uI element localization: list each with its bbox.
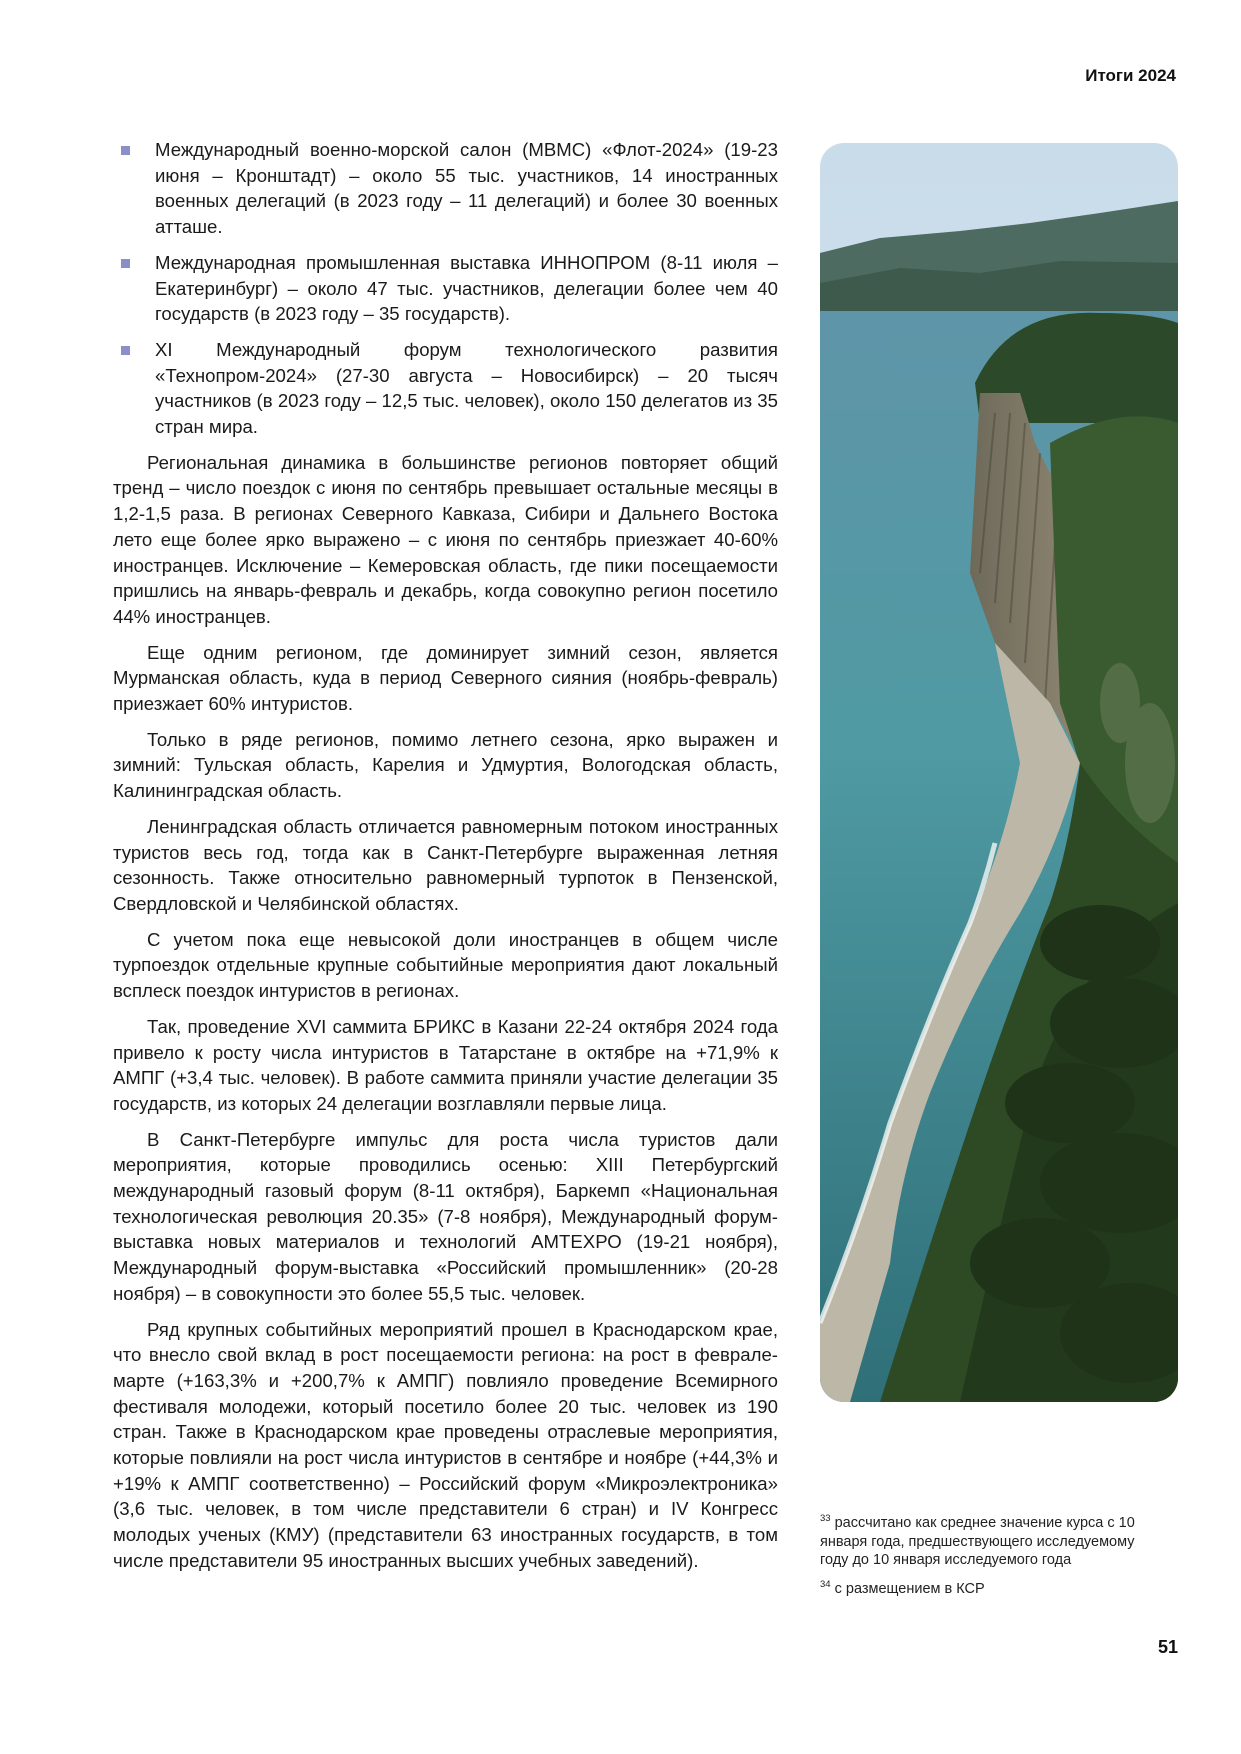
footnote-number: 33 xyxy=(820,1513,831,1525)
paragraph: Только в ряде регионов, помимо летнего сезона, ярко выражен и зимний: Тульская область, Карелия и Удмуртия, Вологодская область, Калининградская область. xyxy=(113,728,778,802)
main-text-column xyxy=(113,137,778,1584)
bullet-text: XI Международный форум технологического развития «Технопром-2024» (27-30 августа – Новосибирск) – 20 тысяч участников (в 2023 году – 12,5 тыс. человек), около 150 делегатов из 35 стран мира. xyxy=(155,338,778,438)
paragraph: Ряд крупных событийных мероприятий прошел в Краснодарском крае, что внесло свой вклад в рост посещаемости региона: на рост в феврале-марте (+163,3% и +200,7% к АМПГ) повлияло проведение Всемирного фестиваля молодежи, который посетило более 20 тыс. человек из 190 стран. Также в Краснодарском крае проведены отраслевые мероприятия, которые повлияли на рост числа интуристов в сентябре и ноябре (+44,3% и +19% к АМПГ соответственно) – Российский форум «Микроэлектроника» (3,6 тыс. человек, в том числе представители 6 стран) и IV Конгресс молодых ученых (КМУ) (представители 63 иностранных государств, в том числе представители 95 иностранных высших учебных заведений). xyxy=(113,1318,778,1571)
paragraph: Так, проведение XVI саммита БРИКС в Казани 22-24 октября 2024 года привело к росту числа интуристов в Татарстане в октябре на +71,9% к АМПГ (+3,4 тыс. человек). В работе саммита приняли участие делегации 35 государств, из которых 24 делегации возглавляли первые лица. xyxy=(113,1015,778,1114)
coastal-cliff-photo xyxy=(820,143,1178,1402)
footnotes xyxy=(820,1514,1160,1608)
list-item xyxy=(113,250,778,327)
header-title: Итоги 2024 xyxy=(1085,66,1176,85)
list-item xyxy=(113,137,778,240)
footnote xyxy=(820,1514,1160,1570)
paragraph: Ленинградская область отличается равномерным потоком иностранных туристов весь год, тогда как в Санкт-Петербурге выраженная летняя сезонность. Также относительно равномерный турпоток в Пензенской, Свердловской и Челябинской областях. xyxy=(113,815,778,914)
bullet-text: Международный военно-морской салон (МВМС) «Флот-2024» (19-23 июня – Кронштадт) – около 55 тыс. участников, 14 иностранных военных делегаций (в 2023 году – 11 делегаций) и более 30 военных атташе. xyxy=(155,139,778,238)
paragraph: Региональная динамика в большинстве регионов повторяет общий тренд – число поездок с июня по сентябрь превышает остальные месяцы в 1,2-1,5 раза. В регионах Северного Кавказа, Сибири и Дальнего Востока лето еще более ярко выражено – с июня по сентябрь приезжает 40-60% иностранцев. Исключение – Кемеровская область, где пики посещаемости пришлись на январь-февраль и декабрь, когда совокупно регион посетило 44% иностранцев. xyxy=(113,451,778,627)
footnote-text: рассчитано как среднее значение курса с 10 января года, предшествующего исследуемому году до 10 января исследуемого года xyxy=(820,1515,1135,1568)
footnote xyxy=(820,1580,1160,1599)
bullet-square-icon xyxy=(121,259,130,268)
page-number: 51 xyxy=(1157,1637,1178,1657)
bullet-square-icon xyxy=(121,146,130,155)
footnote-text: с размещением в КСР xyxy=(834,1580,985,1597)
bullet-list xyxy=(113,137,778,440)
footnote-number: 34 xyxy=(820,1578,831,1590)
bullet-square-icon xyxy=(121,346,130,355)
paragraph: С учетом пока еще невысокой доли иностранцев в общем числе турпоездок отдельные крупные событийные мероприятия дают локальный всплеск поездок интуристов в регионах. xyxy=(113,928,778,1002)
paragraph: В Санкт-Петербурге импульс для роста числа туристов дали мероприятия, которые проводились осенью: XIII Петербургский международный газовый форум (8-11 октября), Баркемп «Национальная технологическая революция 20.35» (7-8 ноября), Международный форум-выставка новых материалов и технологий АМТЕХРО (19-21 ноября), Международный форум-выставка «Российский промышленник» (20-28 ноября) – в совокупности это более 55,5 тыс. человек. xyxy=(113,1128,778,1304)
paragraph: Еще одним регионом, где доминирует зимний сезон, является Мурманская область, куда в период Северного сияния (ноябрь-февраль) приезжает 60% интуристов. xyxy=(113,641,778,715)
list-item xyxy=(113,337,778,440)
bullet-text: Международная промышленная выставка ИННОПРОМ (8-11 июля – Екатеринбург) – около 47 тыс. участников, делегации более чем 40 государств (в 2023 году – 35 государств). xyxy=(155,251,778,325)
